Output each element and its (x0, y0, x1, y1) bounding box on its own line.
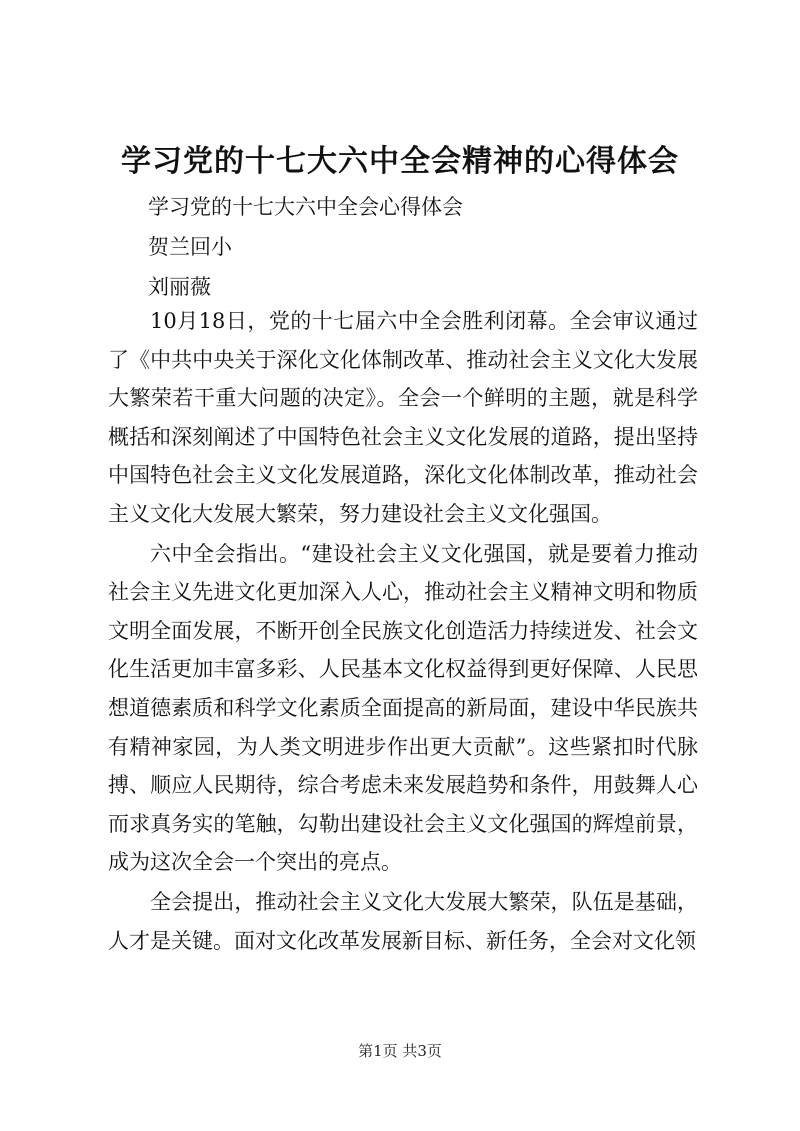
document-body (108, 302, 698, 961)
paragraph: 10月18日，党的十七届六中全会胜利闭幕。全会审议通过了《中共中央关于深化文化体制改革、推动社会主义文化大发展大繁荣若干重大问题的决定》。全会一个鲜明的主题，就是科学概括和深刻阐述了中国特色社会主义文化发展的道路，提出坚持中国特色社会主义文化发展道路，深化文化体制改革，推动社会主义文化大发展大繁荣，努力建设社会主义文化强国。 (108, 309, 698, 526)
document-subtitle: 学习党的十七大六中全会心得体会 (148, 195, 463, 219)
page-footer: 第1页 共3页 (358, 1042, 442, 1060)
paragraph: 全会提出，推动社会主义文化大发展大繁荣，队伍是基础，人才是关键。面对文化改革发展新目标、新任务，全会对文化领 (108, 889, 698, 953)
author-name: 刘丽薇 (148, 275, 211, 299)
paragraph: 六中全会指出。“建设社会主义文化强国，就是要着力推动社会主义先进文化更加深入人心，推动社会主义精神文明和物质文明全面发展，不断开创全民族文化创造活力持续迸发、社会文化生活更加丰富多彩、人民基本文化权益得到更好保障、人民思想道德素质和科学文化素质全面提高的新局面，建设中华民族共有精神家园，为人类文明进步作出更大贡献”。这些紧扣时代脉搏、顺应人民期待，综合考虑未来发展趋势和条件，用鼓舞人心而求真务实的笔触，勾勒出建设社会主义文化强国的辉煌前景，成为这次全会一个突出的亮点。 (108, 541, 698, 875)
school-name: 贺兰回小 (148, 235, 232, 259)
document-title: 学习党的十七大六中全会精神的心得体会 (121, 144, 679, 179)
